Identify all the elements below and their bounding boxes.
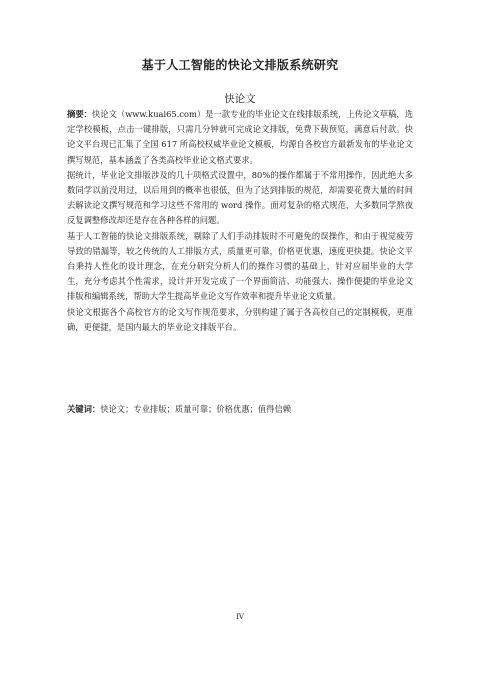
abstract-paragraph: 据统计，毕业论文排版涉及的几十项格式设置中，80%的操作都属于不常用操作，因此绝大多数同学以前没用过，以后用到的概率也很低，但为了达到排版的规范，却需要花费大量的时间去解读论文撰写规范和学习这些不常用的 word 操作。面对复杂的格式规范，大多数同学熬夜反复调整修改却还是存在各种各样的问题。 xyxy=(67,169,413,226)
author-name: 快论文 xyxy=(224,93,256,105)
abstract-paragraph xyxy=(67,107,413,168)
abstract-text: 快论文（www.kuai65.com）是一款专业的毕业论文在线排版系统，上传论文草稿，选定学校模板，点击一键排版，只需几分钟就可完成论文排版，免费下载预览，满意后付款。快论文平台现已汇集了全国 617 所高校权威毕业论文模板，均源自各校官方最新发布的毕业论文撰写规范，基本涵盖了各类高校毕业论文格式要求。 xyxy=(67,109,413,165)
abstract-paragraph: 基于人工智能的快论文排版系统，剔除了人们手动排版时不可避免的误操作，和由于视觉疲劳导致的错漏等，较之传统的人工排版方式，质量更可靠，价格更优惠，速度更快捷。快论文平台秉持人性化的设计理念，在充分研究分析人们的操作习惯的基础上，针对应届毕业的大学生，充分考虑其个性需求，设计并开发完成了一个界面简洁、功能强大、操作便捷的毕业论文排版和编辑系统，帮助大学生提高毕业论文写作效率和提升毕业论文质量。 xyxy=(67,230,413,302)
abstract-paragraph: 快论文根据各个高校官方的论文写作规范要求，分别构建了属于各高校自己的定制模板，更准确，更便捷，是国内最大的毕业论文排版平台。 xyxy=(67,306,413,332)
paper-title: 基于人工智能的快论文排版系统研究 xyxy=(141,58,339,72)
abstract-section xyxy=(67,107,413,335)
keywords-section xyxy=(67,402,413,417)
keywords-label: 关键词： xyxy=(67,404,101,414)
keywords-text: 快论文；专业排版；质量可靠；价格优惠；值得信赖 xyxy=(100,404,292,414)
page-number: IV xyxy=(236,613,244,621)
abstract-label: 摘要： xyxy=(67,109,92,119)
